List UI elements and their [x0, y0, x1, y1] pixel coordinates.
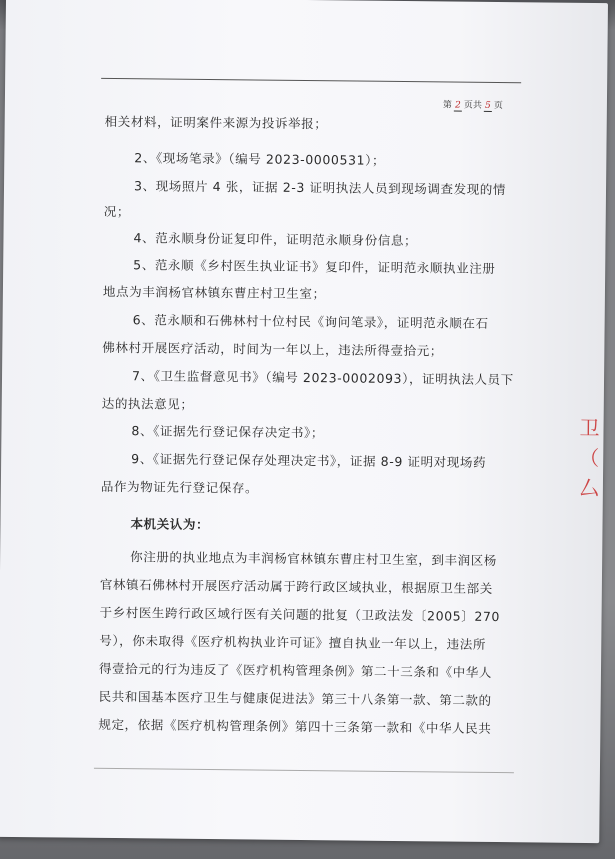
stamp-char: 厶 [578, 475, 600, 501]
stamp-char: 卫 [579, 415, 600, 441]
stamp-char: （ [579, 445, 600, 471]
text-line: 地点为丰润杨官林镇东曹庄村卫生室； [102, 283, 326, 302]
page-number [443, 97, 503, 112]
page-total: 5 [485, 100, 491, 111]
text-line: 规定，依据《医疗机构管理条例》第四十三条第一款和《中华人民共 [98, 716, 492, 736]
header-rule [101, 78, 521, 83]
seal-stamp-fragment [578, 413, 603, 543]
bottom-rule [94, 768, 514, 773]
text-line: 于乡村医生跨行政区域行医有关问题的批复（卫政法发〔2005〕270 [99, 604, 501, 625]
page-middle: 页共 [463, 100, 482, 111]
text-line: 况； [103, 203, 131, 220]
text-line: 民共和国基本医疗卫生与健康促进法》第三十八条第一款、第二款的 [98, 688, 492, 708]
page-current: 2 [454, 100, 461, 111]
evidence-item-8: 8、《证据先行登记保存决定书》； [131, 423, 325, 441]
text-line: 官林镇石佛林村开展医疗活动属于跨行政区域执业，根据原卫生部关 [99, 576, 493, 596]
page-suffix: 页 [493, 100, 503, 112]
text-line: 相关材料，证明案件来源为投诉举报； [104, 113, 328, 132]
text-line: 得壹拾元的行为违反了《医疗机构管理条例》第二十三条和《中华人 [98, 660, 493, 680]
evidence-item-4: 4、范永顺身份证复印件，证明范永顺身份信息； [133, 230, 418, 249]
evidence-item-2: 2、《现场笔录》（编号 2023-0000531）； [134, 150, 386, 168]
section-heading: 本机关认为： [130, 516, 210, 533]
page-prefix: 第 [442, 100, 452, 111]
evidence-item-9: 9、《证据先行登记保存处理决定书》，证据 8-9 证明对现场药 [131, 451, 487, 470]
evidence-item-7: 7、《卫生监督意见书》（编号 2023-0002093），证明执法人员下 [131, 368, 514, 388]
text-line: 品作为物证先行登记保存。 [100, 478, 259, 496]
text-line: 佛林村开展医疗活动，时间为一年以上，违法所得壹拾元； [102, 339, 444, 359]
text-line: 你注册的执业地点为丰润杨官林镇东曹庄村卫生室，到丰润区杨 [130, 549, 498, 569]
evidence-item-5: 5、范永顺《乡村医生执业证书》复印件，证明范永顺执业注册 [133, 257, 496, 276]
evidence-item-6: 6、范永顺和石佛林村十位村民《询问笔录》，证明范永顺在石 [132, 312, 489, 331]
evidence-item-3: 3、现场照片 4 张，证据 2-3 证明执法人员到现场调查发现的情 [133, 178, 507, 198]
text-line: 号），你未取得《医疗机构执业许可证》擅自执业一年以上，违法所 [99, 632, 487, 652]
text-line: 达的执法意见； [101, 395, 194, 412]
document-body [98, 112, 525, 736]
